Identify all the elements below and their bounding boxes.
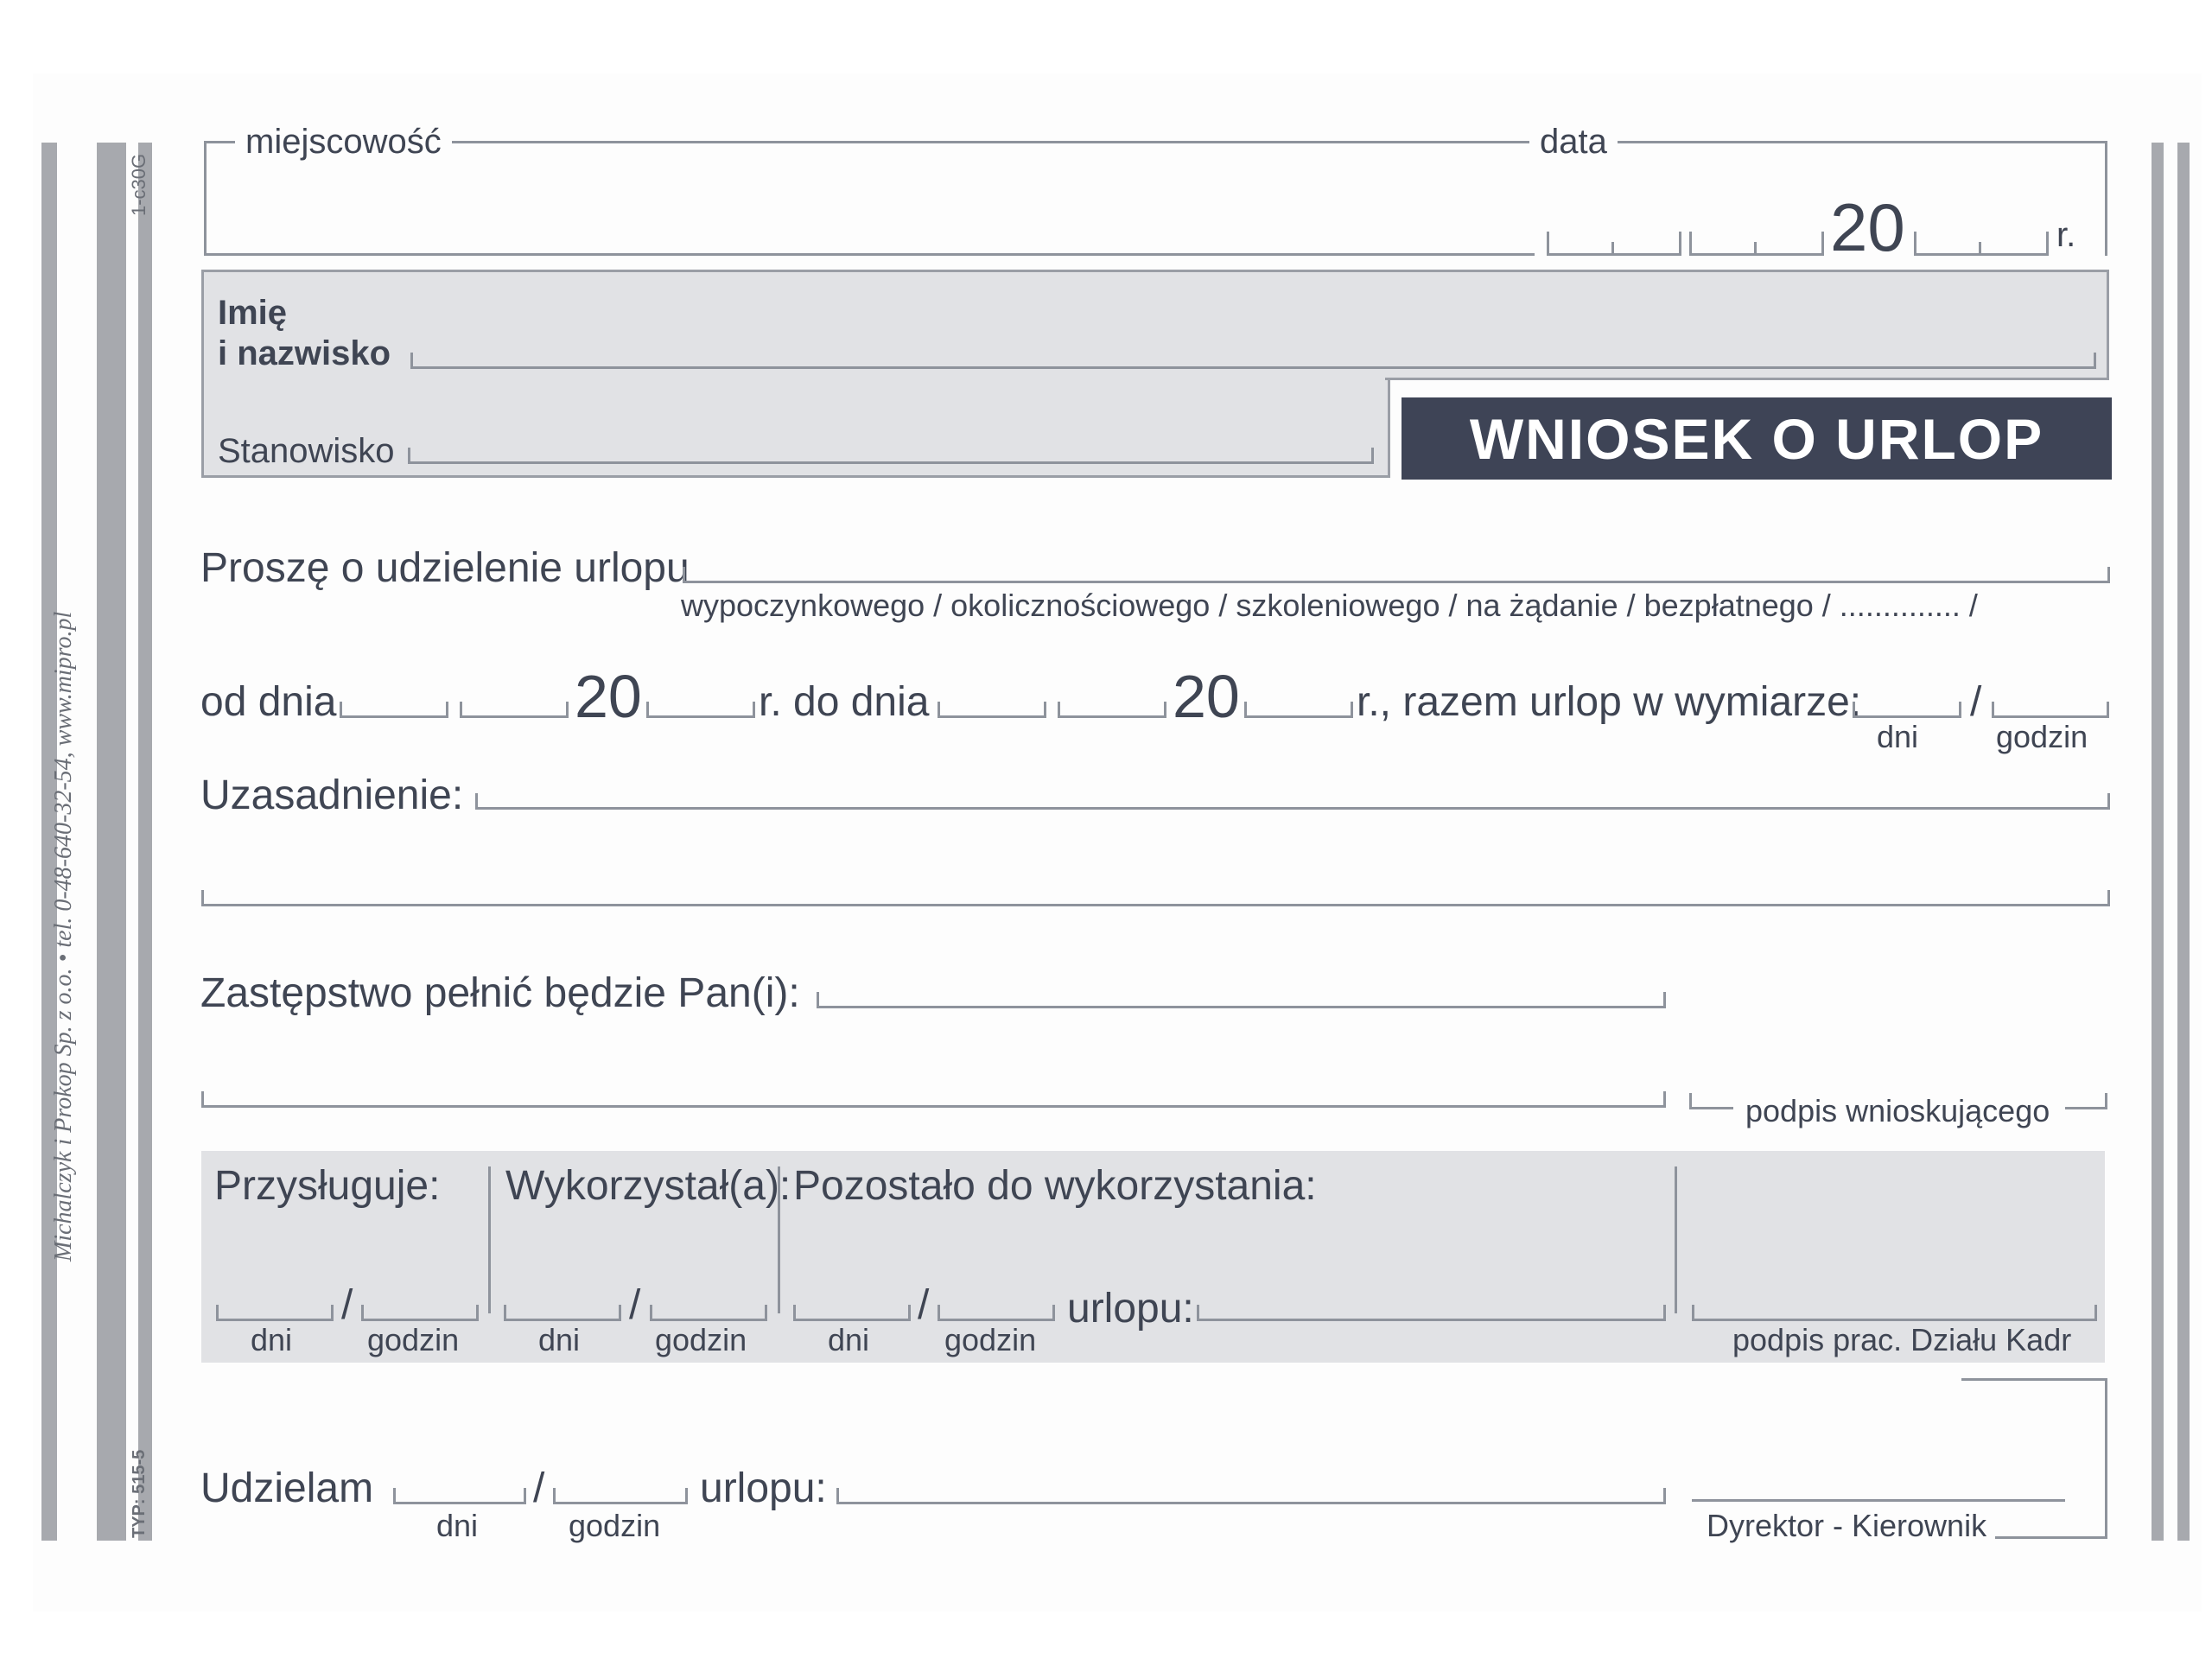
balance-divider-3 [1675, 1166, 1677, 1313]
total-slash: / [1970, 679, 1982, 725]
header-right-border [2105, 141, 2107, 256]
entitled-days-field[interactable] [216, 1305, 334, 1321]
to-year-field[interactable] [1244, 702, 1353, 718]
remaining-slash: / [918, 1282, 930, 1328]
used-slash: / [629, 1282, 641, 1328]
form-title: WNIOSEK O URLOP [1402, 397, 2112, 480]
justification-label: Uzasadnienie: [200, 772, 464, 818]
director-signature-field[interactable] [1692, 1499, 2065, 1502]
entitled-hours-field[interactable] [361, 1305, 479, 1321]
date-month-field[interactable] [1689, 232, 1824, 256]
hr-signature-label: podpis prac. Działu Kadr [1732, 1322, 2072, 1357]
grant-days-label: dni [436, 1508, 479, 1543]
to-year-prefix: 20 [1173, 663, 1240, 730]
request-label: Proszę o udzielenie urlopu [200, 545, 690, 591]
header-left-border [204, 141, 207, 256]
grant-days-field[interactable] [393, 1488, 526, 1504]
justification-field-2[interactable] [201, 890, 2110, 906]
request-type-field[interactable] [683, 567, 2110, 583]
director-signature-label: Dyrektor - Kierownik [1707, 1508, 1995, 1544]
used-hours-label: godzin [655, 1322, 747, 1357]
used-days-field[interactable] [504, 1305, 621, 1321]
entitled-days-label: dni [251, 1322, 293, 1357]
date-year-divider [1979, 242, 1981, 254]
balance-divider-1 [488, 1166, 491, 1313]
remaining-hours-label: godzin [944, 1322, 1037, 1357]
entitled-hours-label: godzin [367, 1322, 460, 1357]
date-month-divider [1754, 242, 1757, 254]
form-code: 1-c30G [128, 153, 149, 216]
right-stripe-2 [2177, 143, 2190, 1541]
grant-label: Udzielam [200, 1465, 374, 1511]
name-field[interactable] [410, 353, 2096, 369]
total-hours-label: godzin [1996, 719, 2088, 754]
remaining-leave-field[interactable] [1197, 1305, 1666, 1321]
to-day-field[interactable] [938, 702, 1046, 718]
name-label-1: Imię [218, 294, 288, 332]
date-year-field[interactable] [1914, 232, 2049, 256]
justification-field-1[interactable] [475, 793, 2110, 810]
from-year-field[interactable] [646, 702, 755, 718]
position-field[interactable] [408, 448, 1374, 464]
to-label: r. do dnia [759, 679, 930, 725]
left-stripe-3 [138, 143, 152, 1541]
to-month-field[interactable] [1058, 702, 1166, 718]
applicant-signature-label[interactable]: podpis wnioskującego [1745, 1093, 2050, 1128]
remaining-days-label: dni [828, 1322, 870, 1357]
position-label: Stanowisko [218, 432, 395, 470]
total-days-field[interactable] [1853, 702, 1961, 718]
applicant-signature-right [2065, 1093, 2107, 1109]
substitute-field-2[interactable] [201, 1091, 1666, 1108]
remaining-days-field[interactable] [793, 1305, 911, 1321]
total-hours-field[interactable] [1992, 702, 2109, 718]
used-hours-field[interactable] [650, 1305, 767, 1321]
hr-signature-field[interactable] [1692, 1305, 2097, 1321]
place-label: miejscowość [235, 123, 452, 162]
right-stripe-1 [2152, 143, 2164, 1541]
entitled-label: Przysługuje: [214, 1163, 441, 1209]
date-year-suffix: r. [2056, 216, 2076, 254]
date-label: data [1529, 123, 1618, 162]
applicant-signature-left [1689, 1093, 1733, 1109]
remaining-leave-label: urlopu: [1067, 1286, 1194, 1332]
type-code: TYP: 515-5 [130, 1449, 149, 1538]
substitute-field-1[interactable] [817, 992, 1666, 1008]
used-days-label: dni [538, 1322, 581, 1357]
from-label: od dnia [200, 679, 337, 725]
grant-leave-field[interactable] [836, 1488, 1666, 1504]
grant-slash: / [533, 1465, 545, 1511]
place-field-line[interactable] [204, 253, 1535, 256]
name-label-2: i nazwisko [218, 334, 391, 372]
request-types: wypoczynkowego / okolicznościowego / szkoleniowego / na żądanie / bezpłatnego / .............. / [681, 588, 1978, 623]
grant-hours-label: godzin [569, 1508, 661, 1543]
from-year-prefix: 20 [575, 663, 642, 730]
total-label: r., razem urlop w wymiarze: [1357, 679, 1862, 725]
remaining-hours-field[interactable] [938, 1305, 1055, 1321]
date-day-field[interactable] [1547, 232, 1681, 256]
date-day-divider [1611, 242, 1614, 254]
substitute-label: Zastępstwo pełnić będzie Pan(i): [200, 970, 800, 1016]
from-month-field[interactable] [460, 702, 569, 718]
grant-leave-label: urlopu: [700, 1465, 827, 1511]
remaining-label: Pozostało do wykorzystania: [793, 1163, 1317, 1209]
date-year-prefix: 20 [1830, 189, 1905, 265]
publisher-info: Michalczyk i Prokop Sp. z o.o. • tel. 0-48-640-32-54, www.mipro.pl [50, 611, 77, 1262]
header-top-border [204, 141, 2105, 143]
from-day-field[interactable] [340, 702, 448, 718]
grant-hours-field[interactable] [553, 1488, 688, 1504]
entitled-slash: / [341, 1282, 353, 1328]
total-days-label: dni [1877, 719, 1919, 754]
employee-box-step [1385, 378, 2107, 380]
left-stripe-2 [97, 143, 126, 1541]
used-label: Wykorzystał(a): [505, 1163, 791, 1209]
